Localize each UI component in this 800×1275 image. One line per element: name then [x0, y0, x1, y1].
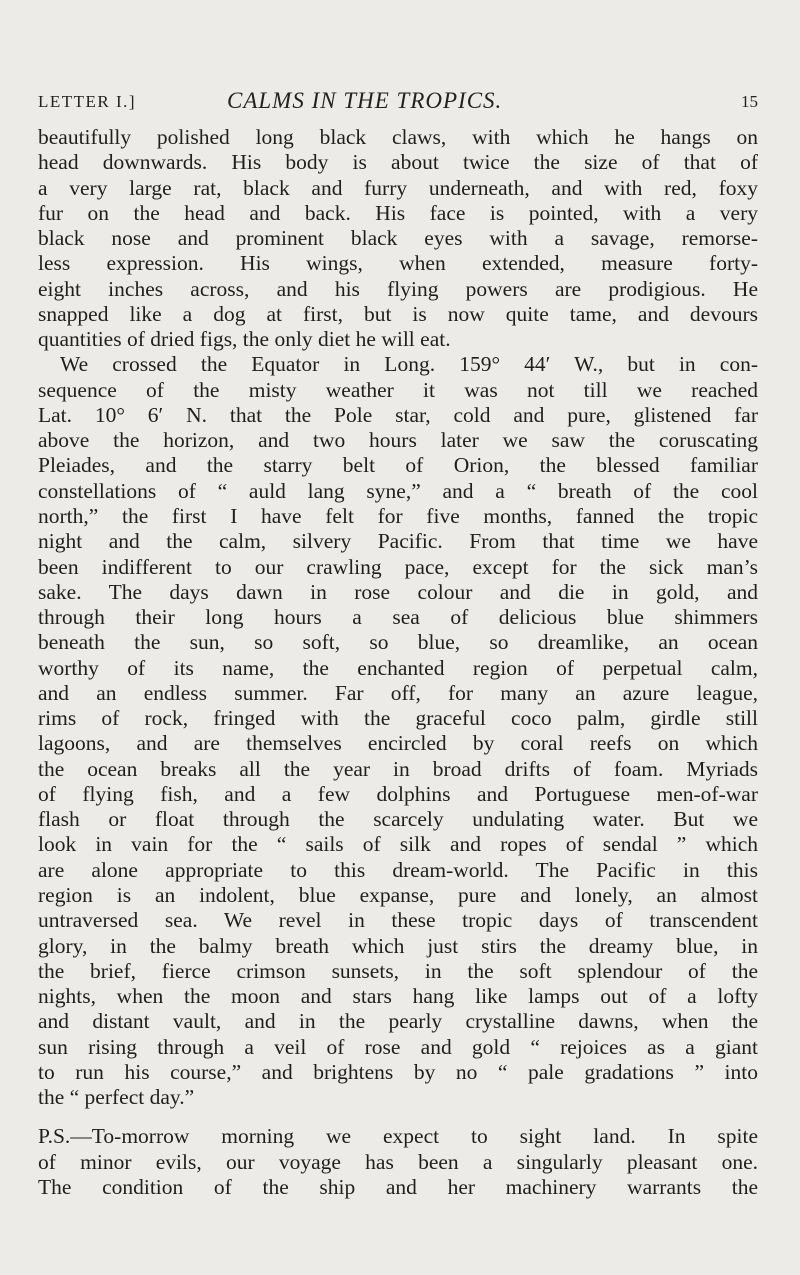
running-header: [38, 88, 758, 118]
text-line: fur on the head and back. His face is pointed, with a very: [38, 200, 758, 225]
text-line: through their long hours a sea of delicious blue shimmers: [38, 605, 758, 630]
text-line: a very large rat, black and furry underneath, and with red, foxy: [38, 175, 758, 200]
text-line: sequence of the misty weather it was not till we reached: [38, 377, 758, 402]
header-letter-label: LETTER I.]: [38, 92, 137, 111]
text-line: untraversed sea. We revel in these tropic days of transcendent: [38, 908, 758, 933]
text-line: sake. The days dawn in rose colour and die in gold, and: [38, 579, 758, 604]
text-line: Pleiades, and the starry belt of Orion, the blessed familiar: [38, 453, 758, 478]
paragraph: [38, 352, 758, 1110]
page-body: [38, 125, 758, 1200]
text-line: beautifully polished long black claws, with which he hangs on: [38, 125, 758, 149]
text-line: beneath the sun, so soft, so blue, so dreamlike, an ocean: [38, 630, 758, 655]
text-line: above the horizon, and two hours later we saw the coruscating: [38, 428, 758, 453]
page-number: 15: [741, 92, 758, 111]
text-line: the ocean breaks all the year in broad drifts of foam. Myriads: [38, 756, 758, 781]
text-line: P.S.—To-morrow morning we expect to sight land. In spite: [38, 1124, 758, 1149]
text-line: glory, in the balmy breath which just stirs the dreamy blue, in: [38, 933, 758, 958]
text-line: The condition of the ship and her machinery warrants the: [38, 1174, 758, 1199]
text-line: been indifferent to our crawling pace, except for the sick man’s: [38, 554, 758, 579]
text-line: worthy of its name, the enchanted region of perpetual calm,: [38, 655, 758, 680]
text-line: rims of rock, fringed with the graceful coco palm, girdle still: [38, 706, 758, 731]
text-line: of flying fish, and a few dolphins and Portuguese men-of-war: [38, 781, 758, 806]
text-line: the brief, fierce crimson sunsets, in the soft splendour of the: [38, 958, 758, 983]
text-line: look in vain for the “ sails of silk and ropes of sendal ” which: [38, 832, 758, 857]
text-line: to run his course,” and brightens by no “ pale gradations ” into: [38, 1059, 758, 1084]
text-line: lagoons, and are themselves encircled by coral reefs on which: [38, 731, 758, 756]
text-line: night and the calm, silvery Pacific. From that time we have: [38, 529, 758, 554]
text-line: of minor evils, our voyage has been a singularly pleasant one.: [38, 1149, 758, 1174]
text-line: flash or float through the scarcely undulating water. But we: [38, 807, 758, 832]
paragraph: [38, 125, 758, 352]
text-line: quantities of dried figs, the only diet he will eat.: [38, 327, 451, 352]
text-line: are alone appropriate to this dream-world. The Pacific in this: [38, 857, 758, 882]
text-line: We crossed the Equator in Long. 159° 44′ W., but in con-: [60, 352, 758, 377]
paragraph-gap: [38, 1110, 758, 1124]
text-line: black nose and prominent black eyes with a savage, remorse-: [38, 226, 758, 251]
text-line: the “ perfect day.”: [38, 1085, 195, 1110]
text-line: snapped like a dog at first, but is now quite tame, and devours: [38, 301, 758, 326]
text-line: nights, when the moon and stars hang like lamps out of a lofty: [38, 984, 758, 1009]
text-line: north,” the first I have felt for five months, fanned the tropic: [38, 503, 758, 528]
text-line: region is an indolent, blue expanse, pure and lonely, an almost: [38, 882, 758, 907]
text-line: and distant vault, and in the pearly crystalline dawns, when the: [38, 1009, 758, 1034]
text-line: sun rising through a veil of rose and gold “ rejoices as a giant: [38, 1034, 758, 1059]
text-line: Lat. 10° 6′ N. that the Pole star, cold and pure, glistened far: [38, 402, 758, 427]
text-line: less expression. His wings, when extended, measure forty-: [38, 251, 758, 276]
text-line: eight inches across, and his flying powers are prodigious. He: [38, 276, 758, 301]
text-line: and an endless summer. Far off, for many an azure league,: [38, 680, 758, 705]
text-line: head downwards. His body is about twice the size of that of: [38, 150, 758, 175]
text-line: constellations of “ auld lang syne,” and a “ breath of the cool: [38, 478, 758, 503]
header-chapter-title: CALMS IN THE TROPICS.: [227, 88, 503, 113]
paragraph: [38, 1124, 758, 1200]
